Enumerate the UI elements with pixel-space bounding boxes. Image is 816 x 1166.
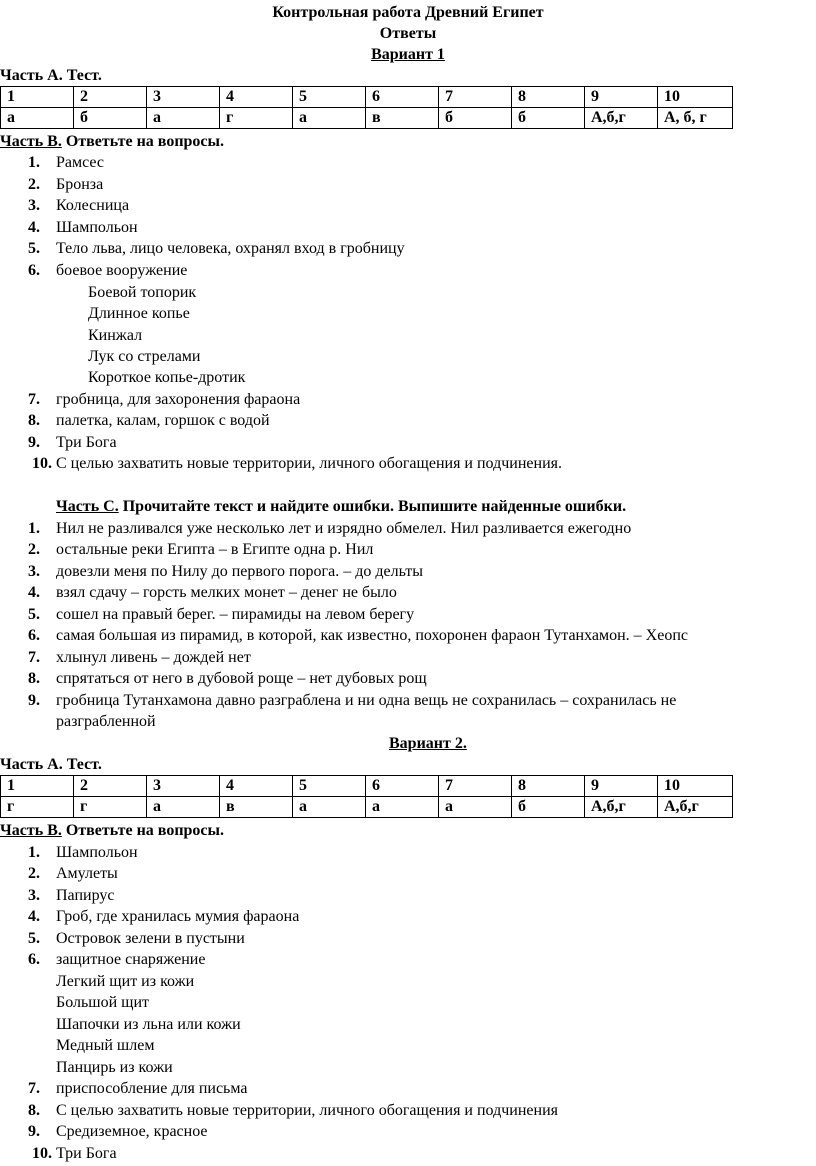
table-cell: в <box>366 108 439 129</box>
table-cell: 5 <box>293 776 366 797</box>
table-cell: 1 <box>1 776 74 797</box>
document-title: Контрольная работа Древний Египет <box>272 4 544 21</box>
part-c-instruction: Прочитайте текст и найдите ошибки. Выпишите найденные ошибки. <box>118 498 627 515</box>
sub-item: Медный шлем <box>56 1037 155 1054</box>
part-b-instruction: Ответьте на вопросы. <box>61 133 225 150</box>
v1-part-b-title <box>0 132 224 152</box>
v1-answer-table <box>0 86 733 129</box>
table-row-numbers <box>1 776 733 797</box>
table-cell: 2 <box>74 776 147 797</box>
table-cell: 7 <box>439 776 512 797</box>
table-cell: в <box>220 797 293 818</box>
variant-1-heading: Вариант 1 <box>371 46 445 63</box>
document-subtitle: Ответы <box>379 25 437 42</box>
sub-item: Панцирь из кожи <box>56 1059 173 1076</box>
table-cell: 9 <box>585 776 658 797</box>
sub-item: Короткое копье-дротик <box>88 369 246 386</box>
table-cell: А, б, г <box>658 108 733 129</box>
sub-item: Боевой топорик <box>88 284 197 301</box>
table-cell: г <box>74 797 147 818</box>
part-b-label: Часть В. <box>0 133 62 150</box>
table-cell: а <box>147 108 220 129</box>
table-cell: 5 <box>293 87 366 108</box>
table-cell: 9 <box>585 87 658 108</box>
table-cell: г <box>1 797 74 818</box>
sub-item: Большой щит <box>56 994 150 1011</box>
table-cell: 10 <box>658 87 733 108</box>
sub-item: Шапочки из льна или кожи <box>56 1016 241 1033</box>
v1-part-a-title: Часть А. Тест. <box>0 67 102 84</box>
table-row-numbers <box>1 87 733 108</box>
table-cell: А,б,г <box>585 797 658 818</box>
sub-item: Лук со стрелами <box>88 348 201 365</box>
table-cell: б <box>439 108 512 129</box>
v1-part-c-title <box>56 497 626 517</box>
table-row-answers <box>1 108 733 129</box>
part-b-instruction: Ответьте на вопросы. <box>61 822 225 839</box>
part-b-label: Часть В. <box>0 822 62 839</box>
sub-item: Длинное копье <box>88 305 190 322</box>
table-cell: А,б,г <box>658 797 733 818</box>
table-cell: г <box>220 108 293 129</box>
sub-item: Кинжал <box>88 327 143 344</box>
table-cell: б <box>512 797 585 818</box>
table-cell: А,б,г <box>585 108 658 129</box>
table-row-answers <box>1 797 733 818</box>
table-cell: б <box>512 108 585 129</box>
list-item-continuation: разграбленной <box>56 713 156 730</box>
part-c-label: Часть С. <box>56 498 119 515</box>
table-cell: 6 <box>366 87 439 108</box>
table-cell: 4 <box>220 776 293 797</box>
variant-2-heading: Вариант 2. <box>389 735 467 752</box>
table-cell: 3 <box>147 87 220 108</box>
v2-answer-table <box>0 775 733 818</box>
table-cell: 8 <box>512 776 585 797</box>
table-cell: а <box>293 108 366 129</box>
table-cell: 2 <box>74 87 147 108</box>
table-cell: а <box>293 797 366 818</box>
table-cell: 10 <box>658 776 733 797</box>
table-cell: 3 <box>147 776 220 797</box>
table-cell: 7 <box>439 87 512 108</box>
table-cell: а <box>147 797 220 818</box>
table-cell: б <box>74 108 147 129</box>
sub-item: Легкий щит из кожи <box>56 973 195 990</box>
table-cell: 6 <box>366 776 439 797</box>
table-cell: 1 <box>1 87 74 108</box>
table-cell: 4 <box>220 87 293 108</box>
table-cell: а <box>366 797 439 818</box>
table-cell: а <box>439 797 512 818</box>
table-cell: 8 <box>512 87 585 108</box>
table-cell: а <box>1 108 74 129</box>
v2-part-b-title <box>0 821 224 841</box>
v2-part-a-title: Часть А. Тест. <box>0 756 102 773</box>
